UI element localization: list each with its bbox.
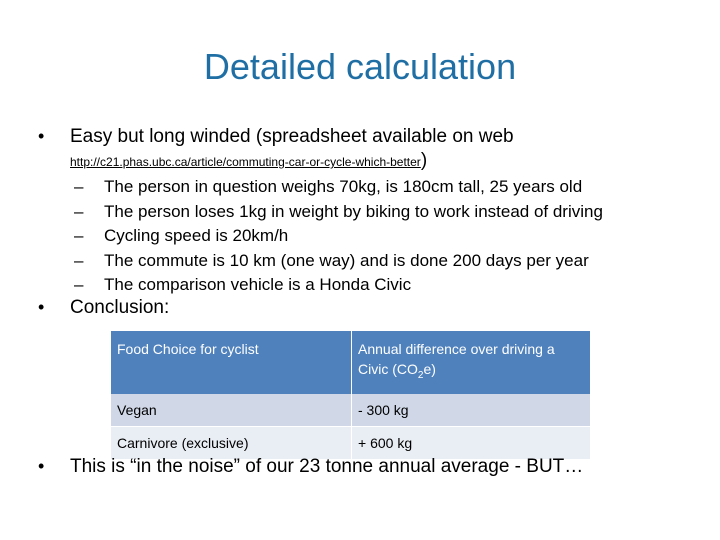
list-item-text: The comparison vehicle is a Honda Civic [104,275,412,294]
list-item-text: The person in question weighs 70kg, is 180cm tall, 25 years old [104,177,583,196]
bullet-easy-but-long-winded [38,125,514,148]
dash-icon: – [74,275,84,294]
list-item [74,273,603,298]
list-item [74,200,603,225]
header-annual-difference-text: Annual difference over driving a Civic (CO [358,341,555,377]
header-food-choice: Food Choice for cyclist [111,331,352,394]
list-item-text: The person loses 1kg in weight by biking to work instead of driving [104,201,603,221]
cell-food: Vegan [111,394,352,427]
dash-icon: – [74,226,84,245]
cell-difference: - 300 kg [352,394,591,427]
bullet-text: Easy but long winded (spreadsheet available on web [70,126,514,147]
table-row [111,394,590,427]
list-item-text: The commute is 10 km (one way) and is done 200 days per year [104,250,589,270]
bullet-dot-icon: • [38,126,45,146]
list-item [74,175,603,200]
list-item-text: Cycling speed is 20km/h [104,226,289,245]
bullet-text: Conclusion: [70,297,170,318]
spreadsheet-link[interactable]: http://c21.phas.ubc.ca/article/commuting-car-or-cycle-which-better [70,155,421,169]
food-choice-table [111,331,590,459]
header-annual-difference-suffix: e) [423,361,436,377]
bullet-in-the-noise [38,455,583,478]
list-item [74,249,603,274]
header-annual-difference [352,331,591,394]
bullet-conclusion [38,296,169,319]
bullet-dot-icon: • [38,297,45,317]
assumptions-list [74,175,603,298]
dash-icon: – [74,177,84,196]
cell-food: Carnivore (exclusive) [111,426,352,459]
dash-icon: – [74,250,84,270]
header-co2-subscript: 2 [417,369,424,381]
bullet-text: This is “in the noise” of our 23 tonne annual average - BUT… [70,456,584,477]
dash-icon: – [74,201,84,221]
table-row [111,426,590,459]
link-close-paren: ) [420,150,428,171]
list-item [74,224,603,249]
slide-title: Detailed calculation [203,46,517,87]
bullet-dot-icon: • [38,456,45,476]
spreadsheet-link-line [70,150,427,172]
table-header-row [111,331,590,394]
cell-difference: + 600 kg [352,426,591,459]
